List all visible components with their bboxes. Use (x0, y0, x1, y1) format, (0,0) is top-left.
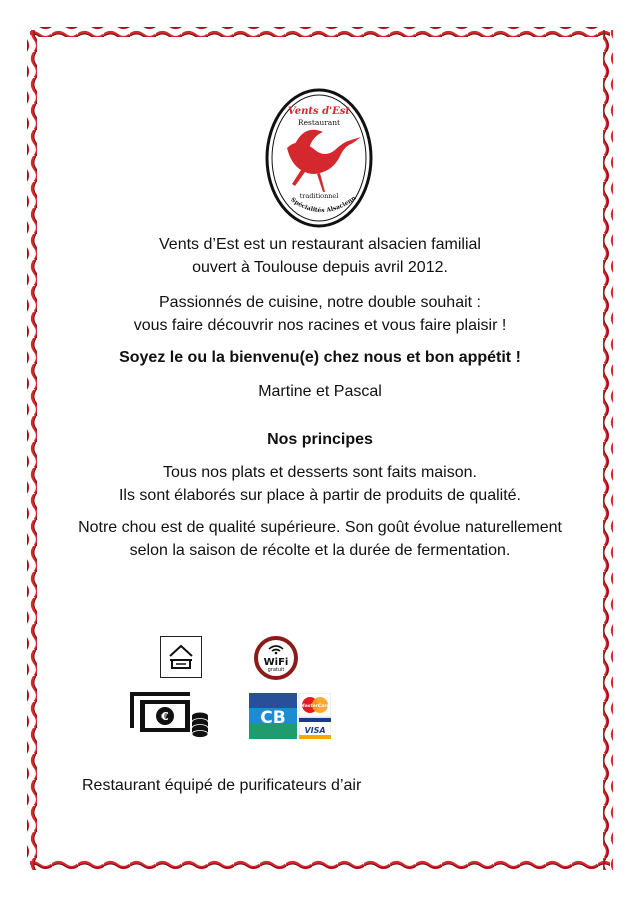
svg-text:€: € (161, 710, 169, 723)
takeaway-icon (160, 636, 202, 678)
principles-p1-line-2: Ils sont élaborés sur place à partir de produits de qualité. (118, 487, 521, 504)
welcome-line: Soyez le ou la bienvenu(e) chez nous et bon appétit ! (119, 349, 521, 366)
signature: Martine et Pascal (258, 383, 382, 400)
cash-payment-icon (128, 688, 210, 740)
cb-label: CB (260, 708, 286, 728)
visa-label: VISA (304, 726, 326, 735)
wifi-label: WiFi (263, 657, 289, 668)
principles-p2-line-1: Notre chou est de qualité supérieure. Son goût évolue naturellement (78, 519, 562, 536)
air-purifier-note: Restaurant équipé de purificateurs d’air (82, 777, 362, 794)
principles-p1-line-1: Tous nos plats et desserts sont faits maison. (163, 464, 477, 481)
coins-icon (192, 713, 208, 738)
restaurant-logo (265, 88, 373, 228)
logo-arc-text: Spécialités Alsacienn (289, 194, 358, 215)
wifi-icon (254, 636, 298, 680)
logo-tagline: traditionnel (299, 192, 339, 200)
principles-p2-line-2: selon la saison de récolte et la durée de fermentation. (129, 542, 511, 559)
intro-line-1: Vents d’Est est un restaurant alsacien familial (159, 236, 481, 253)
logo-name: Vents d'Est (287, 106, 351, 117)
passion-line-1: Passionnés de cuisine, notre double souhait : (159, 294, 481, 311)
principles-heading: Nos principes (267, 431, 373, 448)
card-payment-icon (249, 693, 331, 739)
mastercard-label: MasterCard (300, 704, 330, 709)
wifi-sub-label: gratuit (267, 667, 285, 673)
passion-line-2: vous faire découvrir nos racines et vous faire plaisir ! (133, 317, 507, 334)
intro-line-2: ouvert à Toulouse depuis avril 2012. (192, 259, 448, 276)
logo-subtitle: Restaurant (297, 118, 341, 127)
